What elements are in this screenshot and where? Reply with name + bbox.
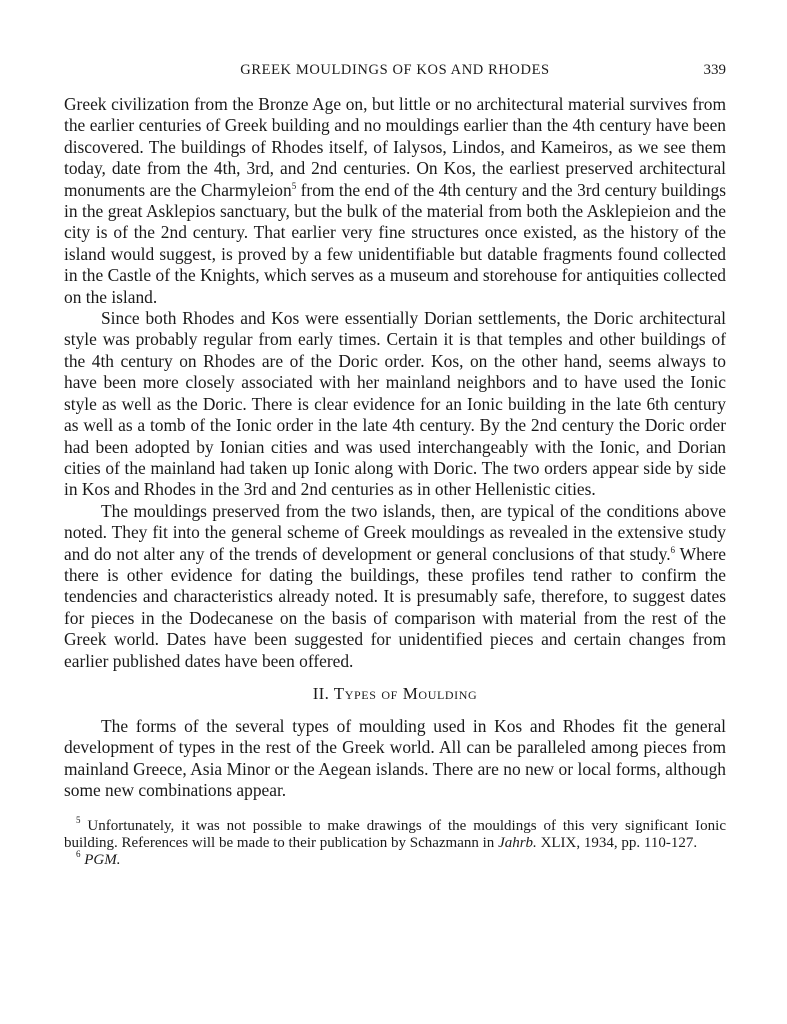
paragraph-4: The forms of the several types of moulding used in Kos and Rhodes fit the general development of types in the rest of the Greek world. All can be paralleled among pieces from mainland Greece, Asia Minor or the Aegean islands. There are no new or local forms, although some new combinations appear. xyxy=(64,715,726,801)
footnote-5-text-a: Unfortunately, it was not possible to make drawings of the mouldings of this very significant Ionic building. References will be made to their publication by Schazmann in xyxy=(64,817,726,851)
footnotes xyxy=(64,814,726,870)
footnote-5-text-b: XLIX, 1934, pp. 110-127. xyxy=(536,835,698,851)
footnote-5-journal: Jahrb. xyxy=(498,835,537,851)
footnote-6-number: 6 xyxy=(76,849,81,860)
footnote-ref-5: 5 xyxy=(291,180,297,191)
page xyxy=(64,58,726,870)
footnote-5 xyxy=(64,814,726,853)
body-text xyxy=(64,94,726,802)
section-heading xyxy=(64,684,726,704)
footnote-6 xyxy=(64,849,726,869)
paragraph-3-text-b: Where there is other evidence for dating the buildings, these profiles tend rather to confirm the tendencies and characteristics already noted. It is presumably safe, therefore, to suggest dates for pieces in the Dodecanese on the basis of comparison with material from the rest of the Greek world. Dates have been suggested for unidentified pieces and certain changes from earlier published dates have been offered. xyxy=(64,543,727,671)
running-head xyxy=(64,58,726,84)
paragraph-2: Since both Rhodes and Kos were essentially Dorian settlements, the Doric architectural style was probably regular from early times. Certain it is that temples and other buildings of the 4th century on Rhodes are of the Doric order. Kos, on the other hand, seems always to have been more closely associated with her mainland neighbors and to have used the Ionic style as well as the Doric. There is clear evidence for an Ionic building in the late 6th century as well as a tomb of the Ionic order in the late 4th century. By the 2nd century the Doric order had been adopted by Ionian cities and was used interchangeably with the Ionic, and Dorian cities of the mainland had taken up Ionic along with Doric. The two orders appear side by side in Kos and Rhodes in the 3rd and 2nd centuries as in other Hellenistic cities. xyxy=(64,308,726,500)
footnote-6-text: PGM. xyxy=(84,852,121,869)
paragraph-1-text-a: Greek civilization from the Bronze Age on, but little or no architectural material survives from the earlier centuries of Greek building and no mouldings earlier than the 4th century have been discovered. The buildings of Rhodes itself, of Ialysos, Lindos, and Kameiros, as we see them today, date from the 4th, 3rd, and 2nd centuries. On Kos, the earliest preserved architectural monuments are the Charmyleion xyxy=(64,94,726,200)
paragraph-1-text-b: from the end of the 4th century and the 3rd century buildings in the great Asklepios sanctuary, but the bulk of the material from both the Asklepieion and the city is of the 2nd century. That earlier very fine structures once existed, as the history of the island would suggest, is proved by a few unidentifiable but datable fragments found collected in the Castle of the Knights, which serves as a museum and storehouse for antiquities collected on the island. xyxy=(64,179,726,307)
page-number: 339 xyxy=(703,62,726,78)
paragraph-3 xyxy=(64,501,726,672)
paragraph-1 xyxy=(64,94,726,308)
section-title: Types of Moulding xyxy=(333,683,478,703)
running-title: GREEK MOULDINGS OF KOS AND RHODES xyxy=(240,62,550,78)
section-numeral: II. xyxy=(312,683,330,703)
footnote-ref-6: 6 xyxy=(670,544,676,555)
footnote-5-number: 5 xyxy=(76,814,81,825)
paragraph-3-text-a: The mouldings preserved from the two islands, then, are typical of the conditions above noted. They fit into the general scheme of Greek mouldings as revealed in the extensive study and do not alter any of the trends of development or general conclusions of that study. xyxy=(64,500,726,564)
